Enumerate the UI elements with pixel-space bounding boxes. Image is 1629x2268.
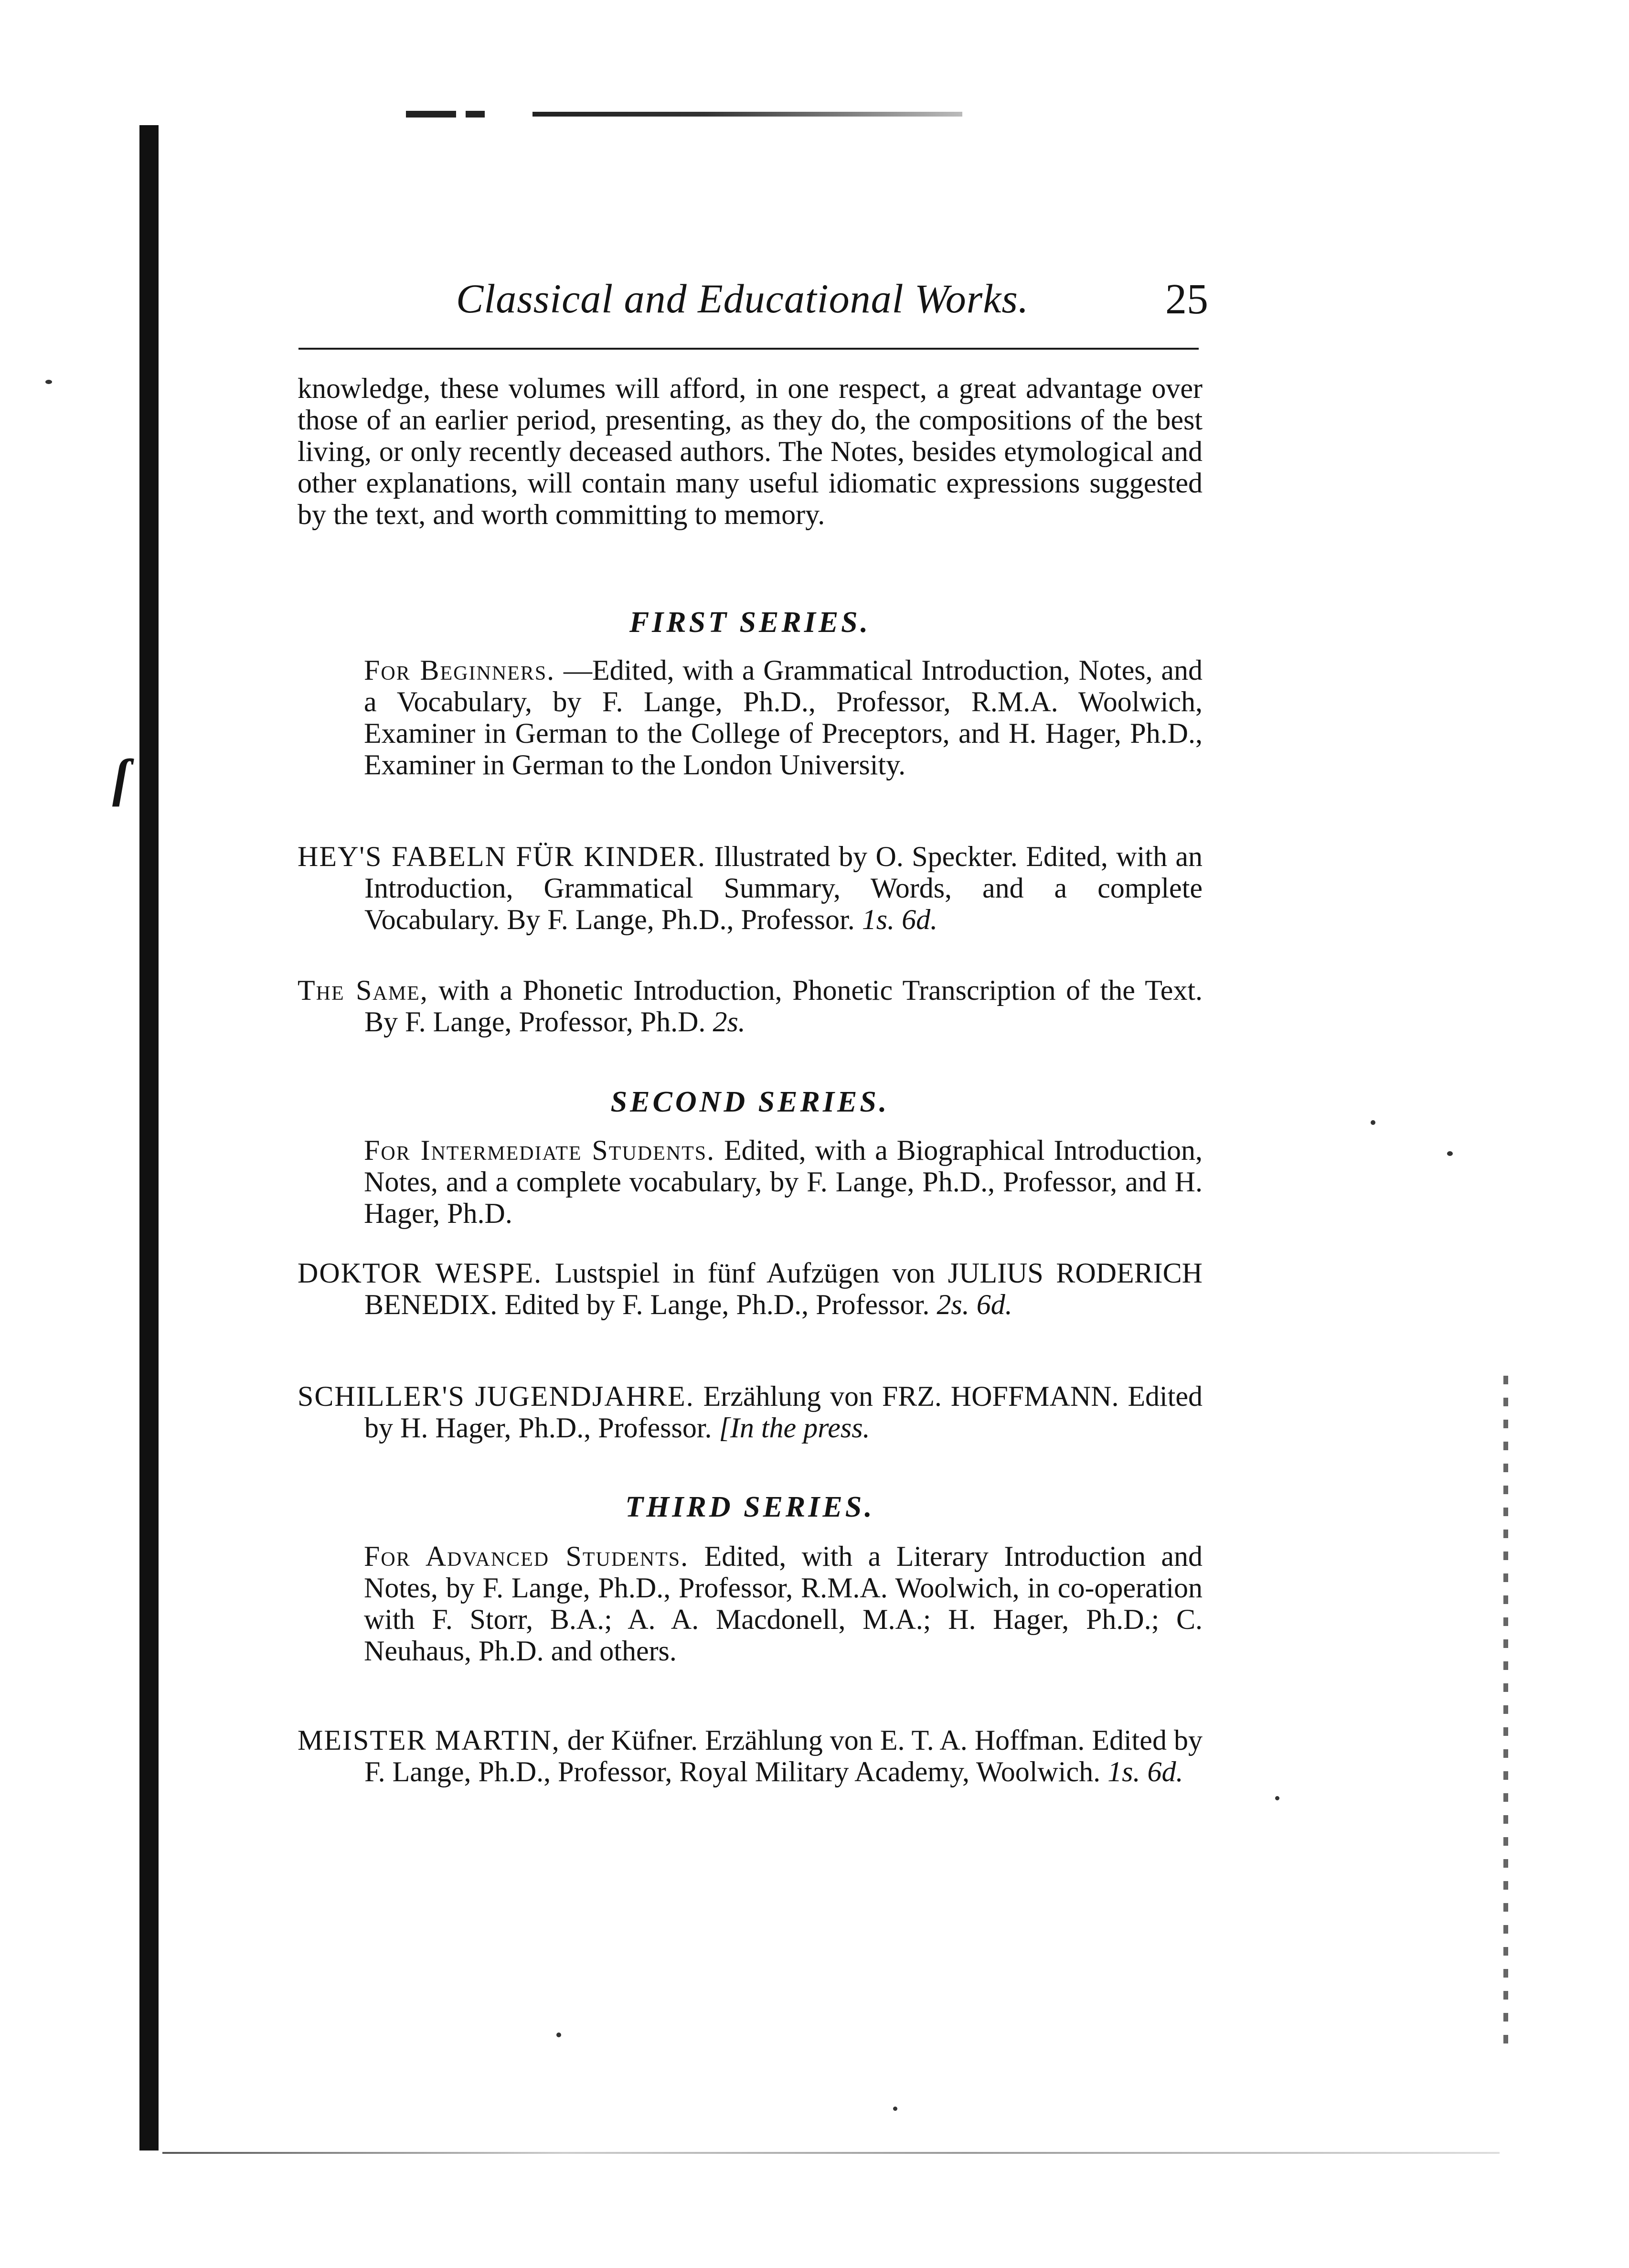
series-heading: SECOND SERIES. [610,1086,890,1118]
scan-speck [1275,1796,1279,1800]
scan-speck [893,2107,897,2111]
book-description: Lustspiel in fünf Aufzügen von JULIUS RODERICH BENEDIX. Edited by F. Lange, Ph.D., Professor. [364,1257,1203,1320]
scan-right-edge [1503,1376,1508,2054]
scan-speck [45,380,52,384]
scan-top-mark [532,112,962,117]
book-title: HEY'S FABELN FÜR KINDER. [298,841,706,872]
series-audience: For Intermediate Students. [364,1134,715,1166]
book-price: 2s. [713,1006,745,1038]
scan-binding-edge [139,125,159,2150]
book-description: Erzählung von FRZ. HOFFMANN. Edited by H. Hager, Ph.D., Professor. [364,1380,1203,1444]
book-entry [298,974,1203,1038]
book-description: with a Phonetic Introduction, Phonetic Transcription of the Text. By F. Lange, Professor, Ph.D. [364,974,1203,1038]
scan-speck [1447,1151,1453,1156]
scan-speck [1371,1120,1375,1125]
scan-speck [556,2033,561,2037]
running-title: Classical and Educational Works. [456,276,1029,321]
series-description-text: Edited, with a Literary Introduction and Notes, by F. Lange, Ph.D., Professor, R.M.A. Woolwich, in co-operation with F. Storr, B.A.; A. A. Macdonell, M.A.; H. Hager, Ph.D.; C. Neuhaus, Ph.D. and others. [364,1541,1203,1667]
scan-top-mark [406,111,456,118]
series-description-text: Edited, with a Biographical Introduction, Notes, and a complete vocabulary, by F. Lange, Ph.D., Professor, and H. Hager, Ph.D. [364,1134,1203,1229]
page-number: 25 [1165,276,1208,323]
series-description [364,1541,1203,1667]
book-description: Illustrated by O. Speckter. Edited, with an Introduction, Grammatical Summary, Words, and a complete Vocabulary. By F. Lange, Ph.D., Professor. [364,841,1203,935]
book-entry [298,1257,1203,1320]
book-entry [298,1724,1203,1787]
intro-paragraph: knowledge, these volumes will afford, in one respect, a great advantage over those of an earlier period, presenting, as they do, the compositions of the best living, or only recently deceased authors. The Notes, besides etymological and other explanations, will contain many useful idiomatic expressions suggested by the text, and worth committing to memory. [298,373,1203,530]
margin-annotation-mark: ſ [112,749,130,807]
book-price: [In the press. [719,1412,870,1444]
book-price: 2s. 6d. [937,1289,1012,1320]
book-title: The Same, [298,974,428,1006]
series-heading: FIRST SERIES. [629,606,871,639]
series-audience: For Advanced Students. [364,1541,689,1572]
header-rule [298,348,1199,350]
series-audience: For Beginners. [364,654,555,686]
book-entry [298,841,1203,935]
series-description-text: —Edited, with a Grammatical Introduction, Notes, and a Vocabulary, by F. Lange, Ph.D., Professor, R.M.A. Woolwich, Examiner in German to the College of Preceptors, and H. Hager, Ph.D., Examiner in German to the London University. [364,654,1203,781]
series-description [364,1134,1203,1229]
book-title: SCHILLER'S JUGENDJAHRE. [298,1380,694,1412]
book-price: 1s. 6d. [1107,1756,1183,1787]
series-description [364,654,1203,781]
scan-top-mark [466,111,485,118]
scan-bottom-edge [162,2152,1500,2154]
series-heading: THIRD SERIES. [625,1491,875,1523]
book-price: 1s. 6d. [862,904,938,935]
book-title: MEISTER MARTIN, [298,1724,560,1756]
book-entry [298,1380,1203,1444]
book-title: DOKTOR WESPE. [298,1257,543,1289]
book-description: der Küfner. Erzählung von E. T. A. Hoffman. Edited by F. Lange, Ph.D., Professor, Royal Military Academy, Woolwich. [364,1724,1203,1787]
